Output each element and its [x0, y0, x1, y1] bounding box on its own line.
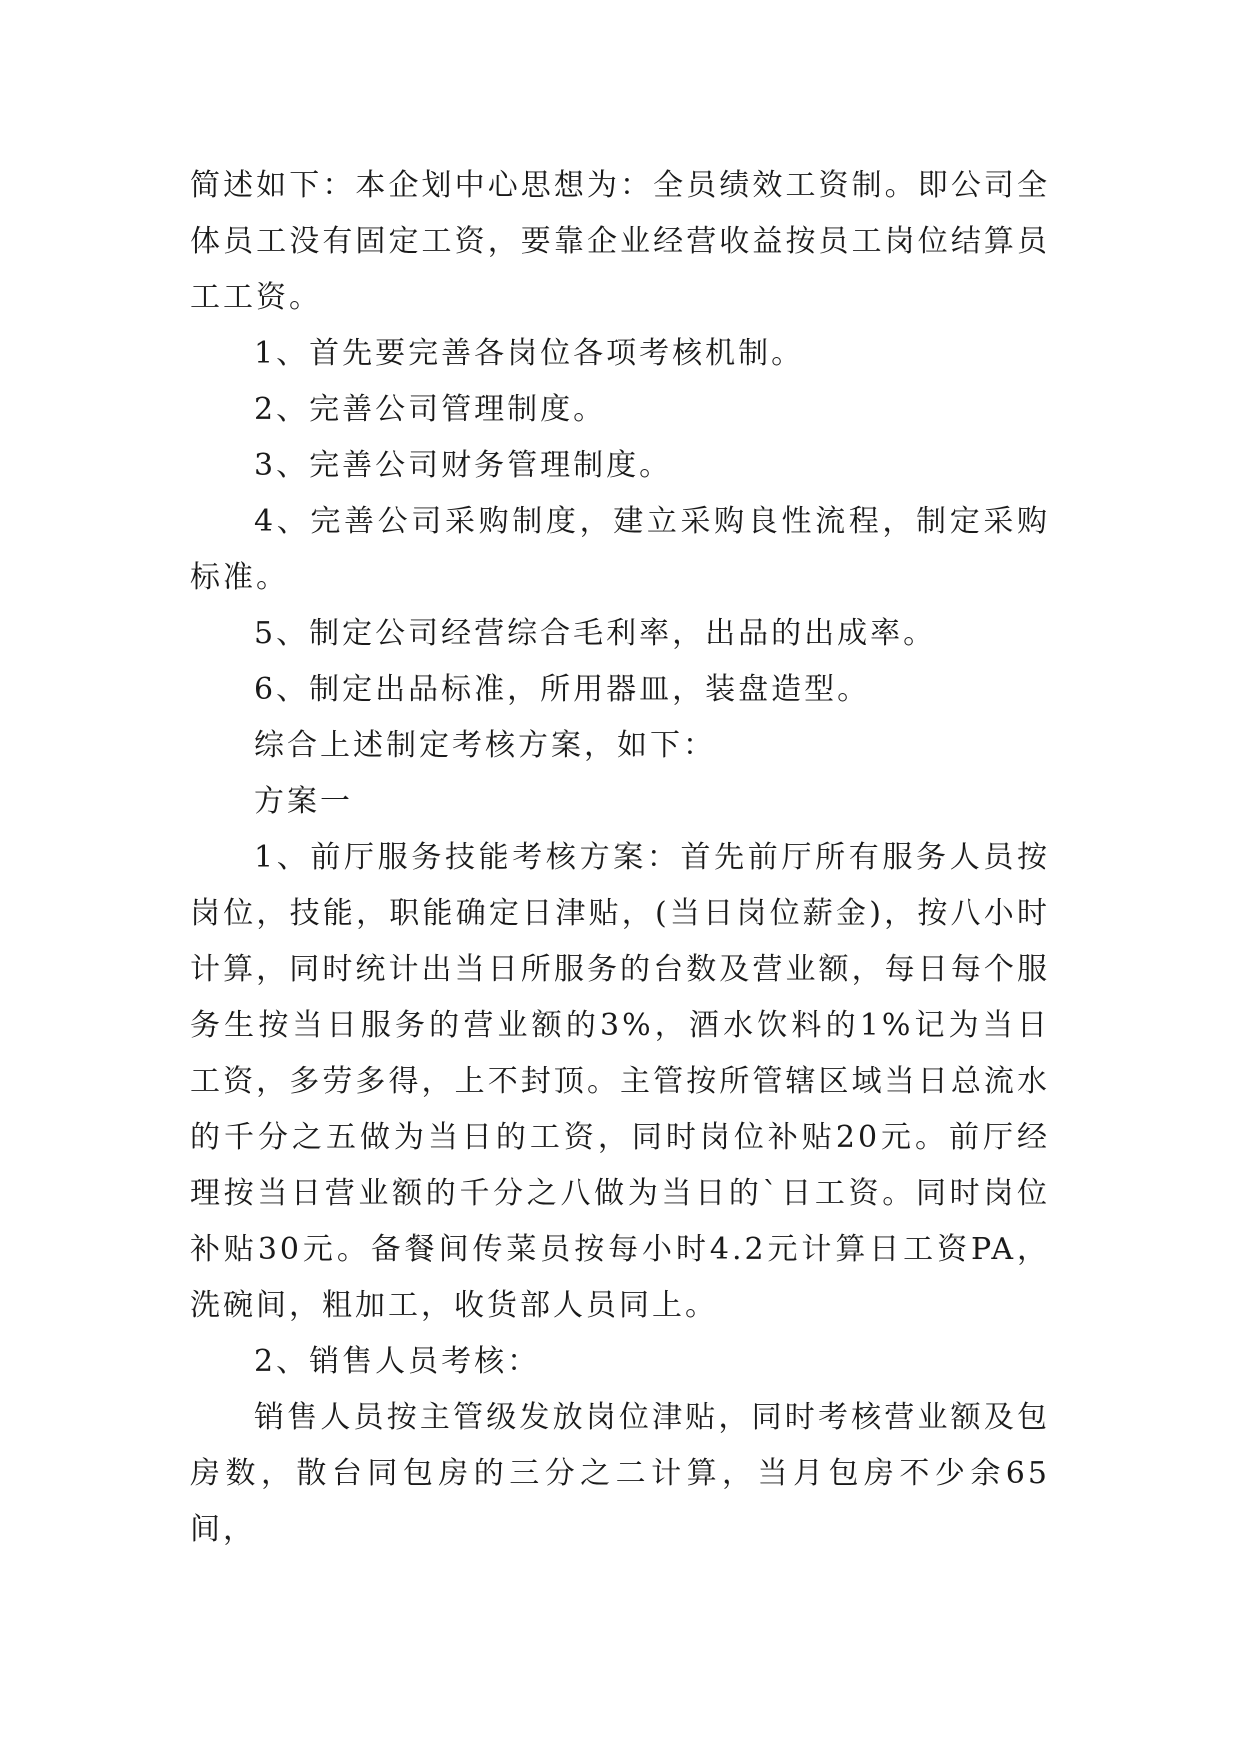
paragraph-sales-assessment: 销售人员按主管级发放岗位津贴，同时考核营业额及包房数，散台同包房的三分之二计算，当月包房不少余65间， [190, 1400, 1050, 1547]
paragraph-item-2: 2、完善公司管理制度。 [254, 392, 607, 427]
paragraph-item-3: 3、完善公司财务管理制度。 [254, 448, 673, 483]
paragraph-item-6: 6、制定出品标准，所用器皿，装盘造型。 [254, 672, 871, 707]
paragraph-plan-intro: 综合上述制定考核方案，如下： [254, 728, 716, 763]
paragraph-item-4: 4、完善公司采购制度，建立采购良性流程，制定采购标准。 [190, 504, 1050, 595]
document-body [190, 158, 1050, 1558]
paragraph-summary: 简述如下：本企划中心思想为：全员绩效工资制。即公司全体员工没有固定工资，要靠企业经营收益按员工岗位结算员工工资。 [190, 168, 1050, 315]
paragraph-item-1: 1、首先要完善各岗位各项考核机制。 [254, 336, 805, 371]
paragraph-sales-heading: 2、销售人员考核： [254, 1344, 541, 1379]
paragraph-plan-heading: 方案一 [254, 784, 353, 819]
paragraph-front-hall-assessment: 1、前厅服务技能考核方案：首先前厅所有服务人员按岗位，技能，职能确定日津贴，(当日岗位薪金)，按八小时计算，同时统计出当日所服务的台数及营业额，每日每个服务生按当日服务的营业额的3%，酒水饮料的1%记为当日工资，多劳多得，上不封顶。主管按所管辖区域当日总流水的千分之五做为当日的工资，同时岗位补贴20元。前厅经理按当日营业额的千分之八做为当日的`日工资。同时岗位补贴30元。备餐间传菜员按每小时4.2元计算日工资PA，洗碗间，粗加工，收货部人员同上。 [190, 840, 1050, 1323]
paragraph-item-5: 5、制定公司经营综合毛利率，出品的出成率。 [254, 616, 937, 651]
